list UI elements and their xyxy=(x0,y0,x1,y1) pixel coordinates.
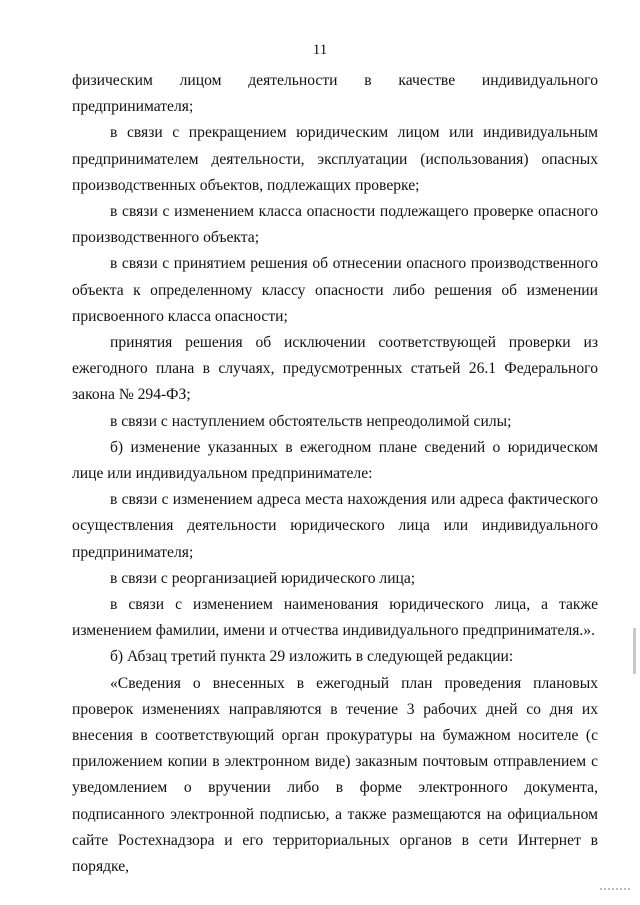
scan-edge-mark xyxy=(600,888,630,904)
page-number: 11 xyxy=(312,42,328,58)
paragraph-10: в связи с изменением наименования юридического лица, а также изменением фамилии, имени и отчества индивидуального предпринимателя.». xyxy=(72,596,598,640)
paragraph-4: в связи с принятием решения об отнесении опасного производственного объекта к определенному классу опасности либо решения об изменении присвоенного класса опасности; xyxy=(72,255,598,325)
paragraph-7: б) изменение указанных в ежегодном плане сведений о юридическом лице или индивидуальном предпринимателе: xyxy=(72,438,598,483)
paragraph-2: в связи с прекращением юридическим лицом или индивидуальным предпринимателем деятельности, эксплуатации (использования) опасных производственных объектов, подлежащих проверке; xyxy=(72,124,598,194)
paragraph-5: принятия решения об исключении соответствующей проверки из ежегодного плана в случаях, предусмотренных статьей 26.1 Федерального закона № 294-ФЗ; xyxy=(72,334,598,404)
paragraph-9: в связи с реорганизацией юридического лица; xyxy=(110,569,416,587)
paragraph-6: в связи с наступлением обстоятельств непреодолимой силы; xyxy=(110,412,512,430)
scan-edge-mark xyxy=(633,628,636,674)
paragraph-3: в связи с изменением класса опасности подлежащего проверке опасного производственного объекта; xyxy=(72,203,598,247)
document-body xyxy=(72,68,598,880)
paragraph-12: «Сведения о внесенных в ежегодный план проведения плановых проверок изменениях направляются в течение 3 рабочих дней со дня их внесения в соответствующий орган прокуратуры на бумажном носителе (с приложением копии в электронном виде) заказным почтовым отправлением с уведомлением о вручении либо в форме электронного документа, подписанного электронной подписью, а также размещаются на официальном сайте Ростехнадзора и его территориальных органов в сети Интернет в порядке, xyxy=(72,674,598,876)
paragraph-8: в связи с изменением адреса места нахождения или адреса фактического осуществления деятельности юридического лица или индивидуального предпринимателя; xyxy=(72,491,598,561)
paragraph-1: физическим лицом деятельности в качестве индивидуального предпринимателя; xyxy=(72,72,598,116)
paragraph-11: б) Абзац третий пункта 29 изложить в следующей редакции: xyxy=(110,648,514,666)
